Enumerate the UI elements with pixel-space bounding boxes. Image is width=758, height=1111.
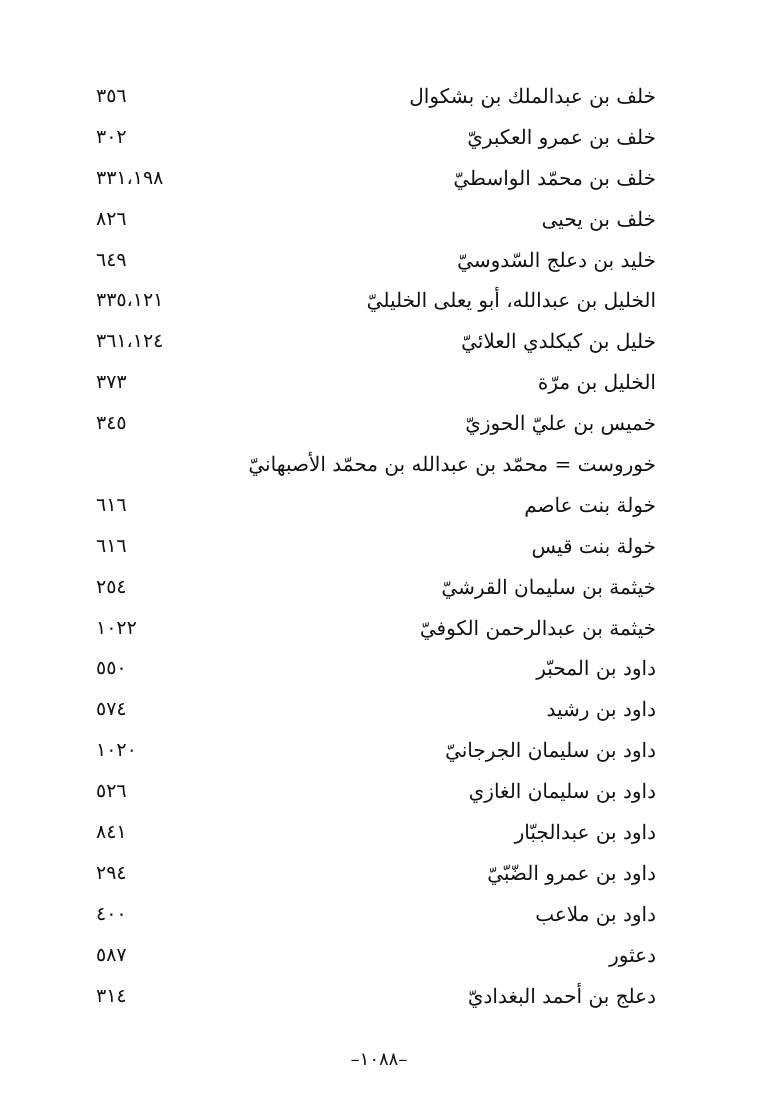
entry-name: داود بن المحبّر — [536, 656, 656, 681]
entry-name: خليل بن كيكلدي العلائيّ — [461, 329, 656, 354]
entry-pages: ٨٤١ — [96, 821, 127, 844]
entry-name: داود بن عمرو الضّبّيّ — [487, 860, 656, 885]
entry-pages: ٦٤٩ — [96, 248, 127, 271]
entry-pages: ٣٣١،١٩٨ — [96, 166, 164, 189]
index-entry — [0, 773, 758, 814]
entry-pages: ٢٥٤ — [96, 575, 127, 598]
index-entry — [0, 528, 758, 569]
entry-name: خيثمة بن عبدالرحمن الكوفيّ — [419, 615, 656, 640]
entry-name: داود بن سليمان الغازي — [468, 779, 656, 804]
entry-name: خلف بن عبدالملك بن بشكوال — [409, 84, 656, 108]
index-entry — [0, 282, 758, 323]
entry-pages: ٢٩٤ — [96, 861, 127, 884]
entry-pages: ٣٦١،١٢٤ — [96, 330, 164, 353]
entry-pages: ٥٧٤ — [96, 698, 127, 721]
index-entry — [0, 78, 758, 119]
index-entry — [0, 691, 758, 732]
entry-pages: ٦١٦ — [96, 534, 127, 557]
index-entry — [0, 732, 758, 773]
index-entry — [0, 650, 758, 691]
index-entry — [0, 364, 758, 405]
entry-pages: ٣٠٢ — [96, 125, 127, 148]
entry-pages: ٥٨٧ — [96, 943, 127, 966]
entry-name: الخليل بن مرّة — [537, 370, 656, 395]
entry-pages: ٦١٦ — [96, 493, 127, 516]
entry-name: خليد بن دعلج السّدوسيّ — [457, 247, 656, 272]
index-entry — [0, 937, 758, 978]
index-entry — [0, 119, 758, 160]
entry-pages: ١٠٢٠ — [96, 739, 137, 762]
index-entry — [0, 978, 758, 1019]
entry-pages: ٥٢٦ — [96, 780, 127, 803]
entry-name: دعلج بن أحمد البغداديّ — [467, 983, 656, 1008]
entry-name: داود بن عبدالجبّار — [514, 820, 656, 845]
entry-pages: ٣٣٥،١٢١ — [96, 289, 164, 312]
index-entry — [0, 569, 758, 610]
index-entry — [0, 201, 758, 242]
entry-name: الخليل بن عبدالله، أبو يعلى الخليليّ — [366, 288, 656, 313]
index-entry — [0, 242, 758, 283]
entry-pages: ٨٢٦ — [96, 207, 127, 230]
index-entry — [0, 160, 758, 201]
entry-name: خميس بن عليّ الحوزيّ — [465, 411, 656, 436]
index-entry — [0, 323, 758, 364]
entry-pages: ١٠٢٢ — [96, 616, 137, 639]
index-entry — [0, 446, 758, 487]
entry-name: دعثور — [609, 942, 656, 967]
index-entry — [0, 896, 758, 937]
entry-name: خولة بنت عاصم — [524, 492, 656, 517]
entry-pages: ٥٥٠ — [96, 657, 127, 680]
index-entry — [0, 610, 758, 651]
index-entry — [0, 405, 758, 446]
entry-name: خيثمة بن سليمان القرشيّ — [441, 574, 656, 599]
index-entry — [0, 487, 758, 528]
entry-name: خلف بن يحيى — [541, 206, 656, 231]
index-entry — [0, 855, 758, 896]
entry-name: داود بن ملاعب — [535, 901, 656, 926]
index-entries — [0, 78, 758, 1018]
entry-pages: ٣٧٣ — [96, 371, 127, 394]
entry-name: خولة بنت قيس — [531, 533, 656, 558]
entry-name: خوروست = محمّد بن عبدالله بن محمّد الأصبهانيّ — [248, 452, 656, 477]
entry-pages: ٣٥٦ — [96, 85, 127, 107]
index-entry — [0, 814, 758, 855]
page-number: –١٠٨٨– — [350, 1049, 408, 1070]
entry-name: خلف بن عمرو العكبريّ — [467, 124, 656, 149]
entry-name: داود بن سليمان الجرجانيّ — [445, 738, 656, 763]
entry-name: داود بن رشيد — [546, 697, 656, 722]
entry-pages: ٣١٤ — [96, 984, 127, 1007]
entry-pages: ٣٤٥ — [96, 412, 127, 435]
entry-name: خلف بن محمّد الواسطيّ — [453, 165, 656, 190]
entry-pages: ٤٠٠ — [96, 902, 127, 925]
